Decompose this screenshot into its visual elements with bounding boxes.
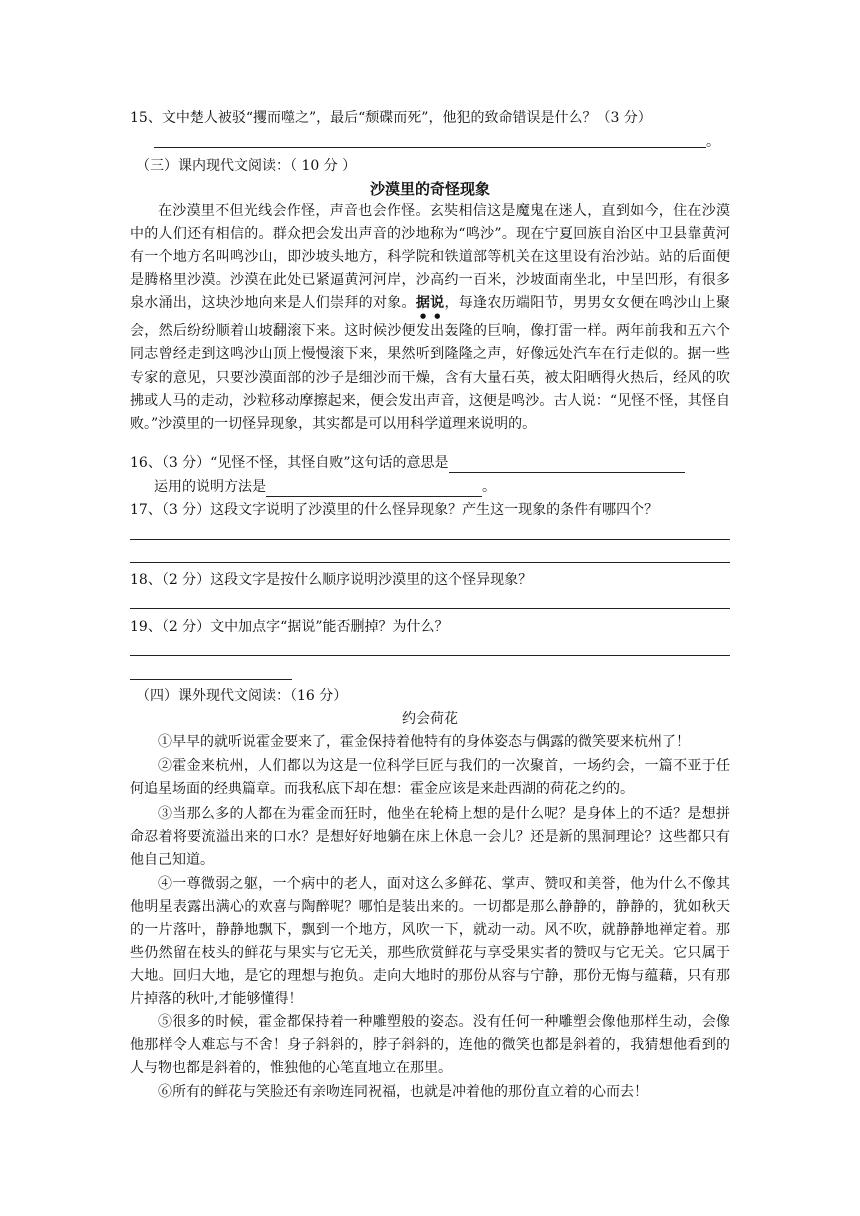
passage-text-before: 在沙漠里不但光线会作怪，声音也会作怪。玄奘相信这是魔鬼在迷人，直到如今，住在沙漠中的人们还有相信的。群众把会发出声音的沙地称为“鸣沙”。现在宁夏回族自治区中卫县靠黄河有一个地方名叫鸣沙山，即沙坡头地方，科学院和铁道部等机关在这里设有治沙站。站的后面便是腾格里沙漠。沙漠在此处已紧逼黄河河岸，沙高约一百米，沙坡面南坐北，中呈凹形，有很多泉水涌出，这块沙地向来是人们崇拜的对象。 bbox=[130, 203, 730, 312]
question-17: 17、（3 分）这段文字说明了沙漠里的什么怪异现象？产生这一现象的条件有哪四个？ bbox=[130, 502, 659, 518]
answer-line-15[interactable] bbox=[154, 147, 706, 148]
section-3-passage bbox=[130, 200, 730, 436]
section-3-title: 沙漠里的奇怪现象 bbox=[369, 180, 490, 198]
answer-blank-16-meaning[interactable] bbox=[449, 458, 685, 473]
answer-blank-16-method[interactable] bbox=[266, 482, 482, 497]
section-3-header: （三）课内现代文阅读：（ 10 分 ） bbox=[136, 158, 357, 174]
section-4-header: （四）课外现代文阅读：（16 分） bbox=[136, 688, 348, 704]
question-16-text: 16、（3 分）“见怪不怪，其怪自败”这句话的意思是 bbox=[130, 455, 449, 471]
section-4-title: 约会荷花 bbox=[402, 711, 458, 727]
section-4-paragraph-1: ①早早的就听说霍金要来了，霍金保持着他特有的身体姿态与偶露的微笑要来杭州了！ bbox=[158, 734, 690, 750]
question-19: 19、（2 分）文中加点字“据说”能否删掉？为什么？ bbox=[130, 619, 449, 635]
footnote-separator bbox=[130, 679, 292, 680]
question-16-method bbox=[154, 477, 496, 497]
passage-text-after: ，每逢农历端阳节，男男女女便在鸣沙山上聚会，然后纷纷顺着山坡翻滚下来。这时候沙便发出轰隆的巨响，像打雷一样。两年前我和五六个同志曾经走到这鸣沙山顶上慢慢滚下来，果然听到隆隆之声，好像远处汽车在行走似的。据一些专家的意见，只要沙漠面部的沙子是细沙而干燥，含有大量石英，被太阳晒得火热后，经风的吹拂或人马的走动，沙粒移动摩擦起来，便会发出声音，这便是鸣沙。古人说：“见怪不怪，其怪自败。”沙漠里的一切怪异现象，其实都是可以用科学道理来说明的。 bbox=[130, 295, 731, 432]
question-16-method-text: 运用的说明方法是 bbox=[154, 479, 266, 495]
question-16-end-mark: 。 bbox=[482, 479, 496, 495]
section-4-paragraph-3: ③当那么多的人都在为霍金而狂时，他坐在轮椅上想的是什么呢？是身体上的不适？是想拼命忍着将要流溢出来的口水？是想好好地躺在床上休息一会儿？还是新的黑洞理论？这些都只有他自己知道。 bbox=[130, 806, 730, 869]
question-15-end-mark: 。 bbox=[706, 134, 720, 150]
question-15: 15、文中楚人被驳“攫而噬之”，最后“颓碟而死”，他犯的致命错误是什么？（3 分） bbox=[130, 110, 652, 126]
section-4-paragraph-4: ④一尊微弱之躯，一个病中的老人，面对这么多鲜花、掌声、赞叹和美誉，他为什么不像其他明星表露出满心的欢喜与陶醉呢？哪怕是装出来的。一切都是那么静静的，静静的，犹如秋天的一片落叶，静静地飘下，飘到一个地方，风吹一下，就动一动。风不吹，就静静地禅定着。那些仍然留在枝头的鲜花与果实与它无关，那些欣赏鲜花与享受果实者的赞叹与它无关。它只属于大地。回归大地，是它的理想与抱负。走向大地时的那份从容与宁静，那份无悔与蕴藉，只有那片掉落的秋叶,才能够懂得！ bbox=[130, 876, 730, 1008]
answer-line-17-a[interactable] bbox=[130, 539, 730, 540]
section-4-paragraph-2: ②霍金来杭州，人们都以为这是一位科学巨匠与我们的一次聚首，一场约会，一篇不亚于任何追星场面的经典篇章。而我私底下却在想：霍金应该是来赴西湖的荷花之约的。 bbox=[130, 758, 730, 798]
answer-line-19[interactable] bbox=[130, 655, 730, 656]
answer-line-17-b[interactable] bbox=[130, 562, 730, 563]
section-4-paragraph-6: ⑥所有的鲜花与笑脸还有亲吻连同祝福，也就是冲着他的那份直立着的心而去！ bbox=[158, 1084, 648, 1100]
dotted-word-jushuo: 据说 bbox=[415, 295, 445, 312]
section-4-paragraph-5: ⑤很多的时候，霍金都保持着一种雕塑般的姿态。没有任何一种雕塑会像他那样生动，会像他那样令人难忘与不舍！身子斜斜的，脖子斜斜的，连他的微笑也都是斜着的，我猜想他看到的人与物也都是斜着的，惟独他的心笔直地立在那里。 bbox=[130, 1014, 730, 1077]
answer-line-18[interactable] bbox=[130, 608, 730, 609]
question-18: 18、（2 分）这段文字是按什么顺序说明沙漠里的这个怪异现象？ bbox=[130, 572, 533, 588]
question-16 bbox=[130, 453, 685, 473]
